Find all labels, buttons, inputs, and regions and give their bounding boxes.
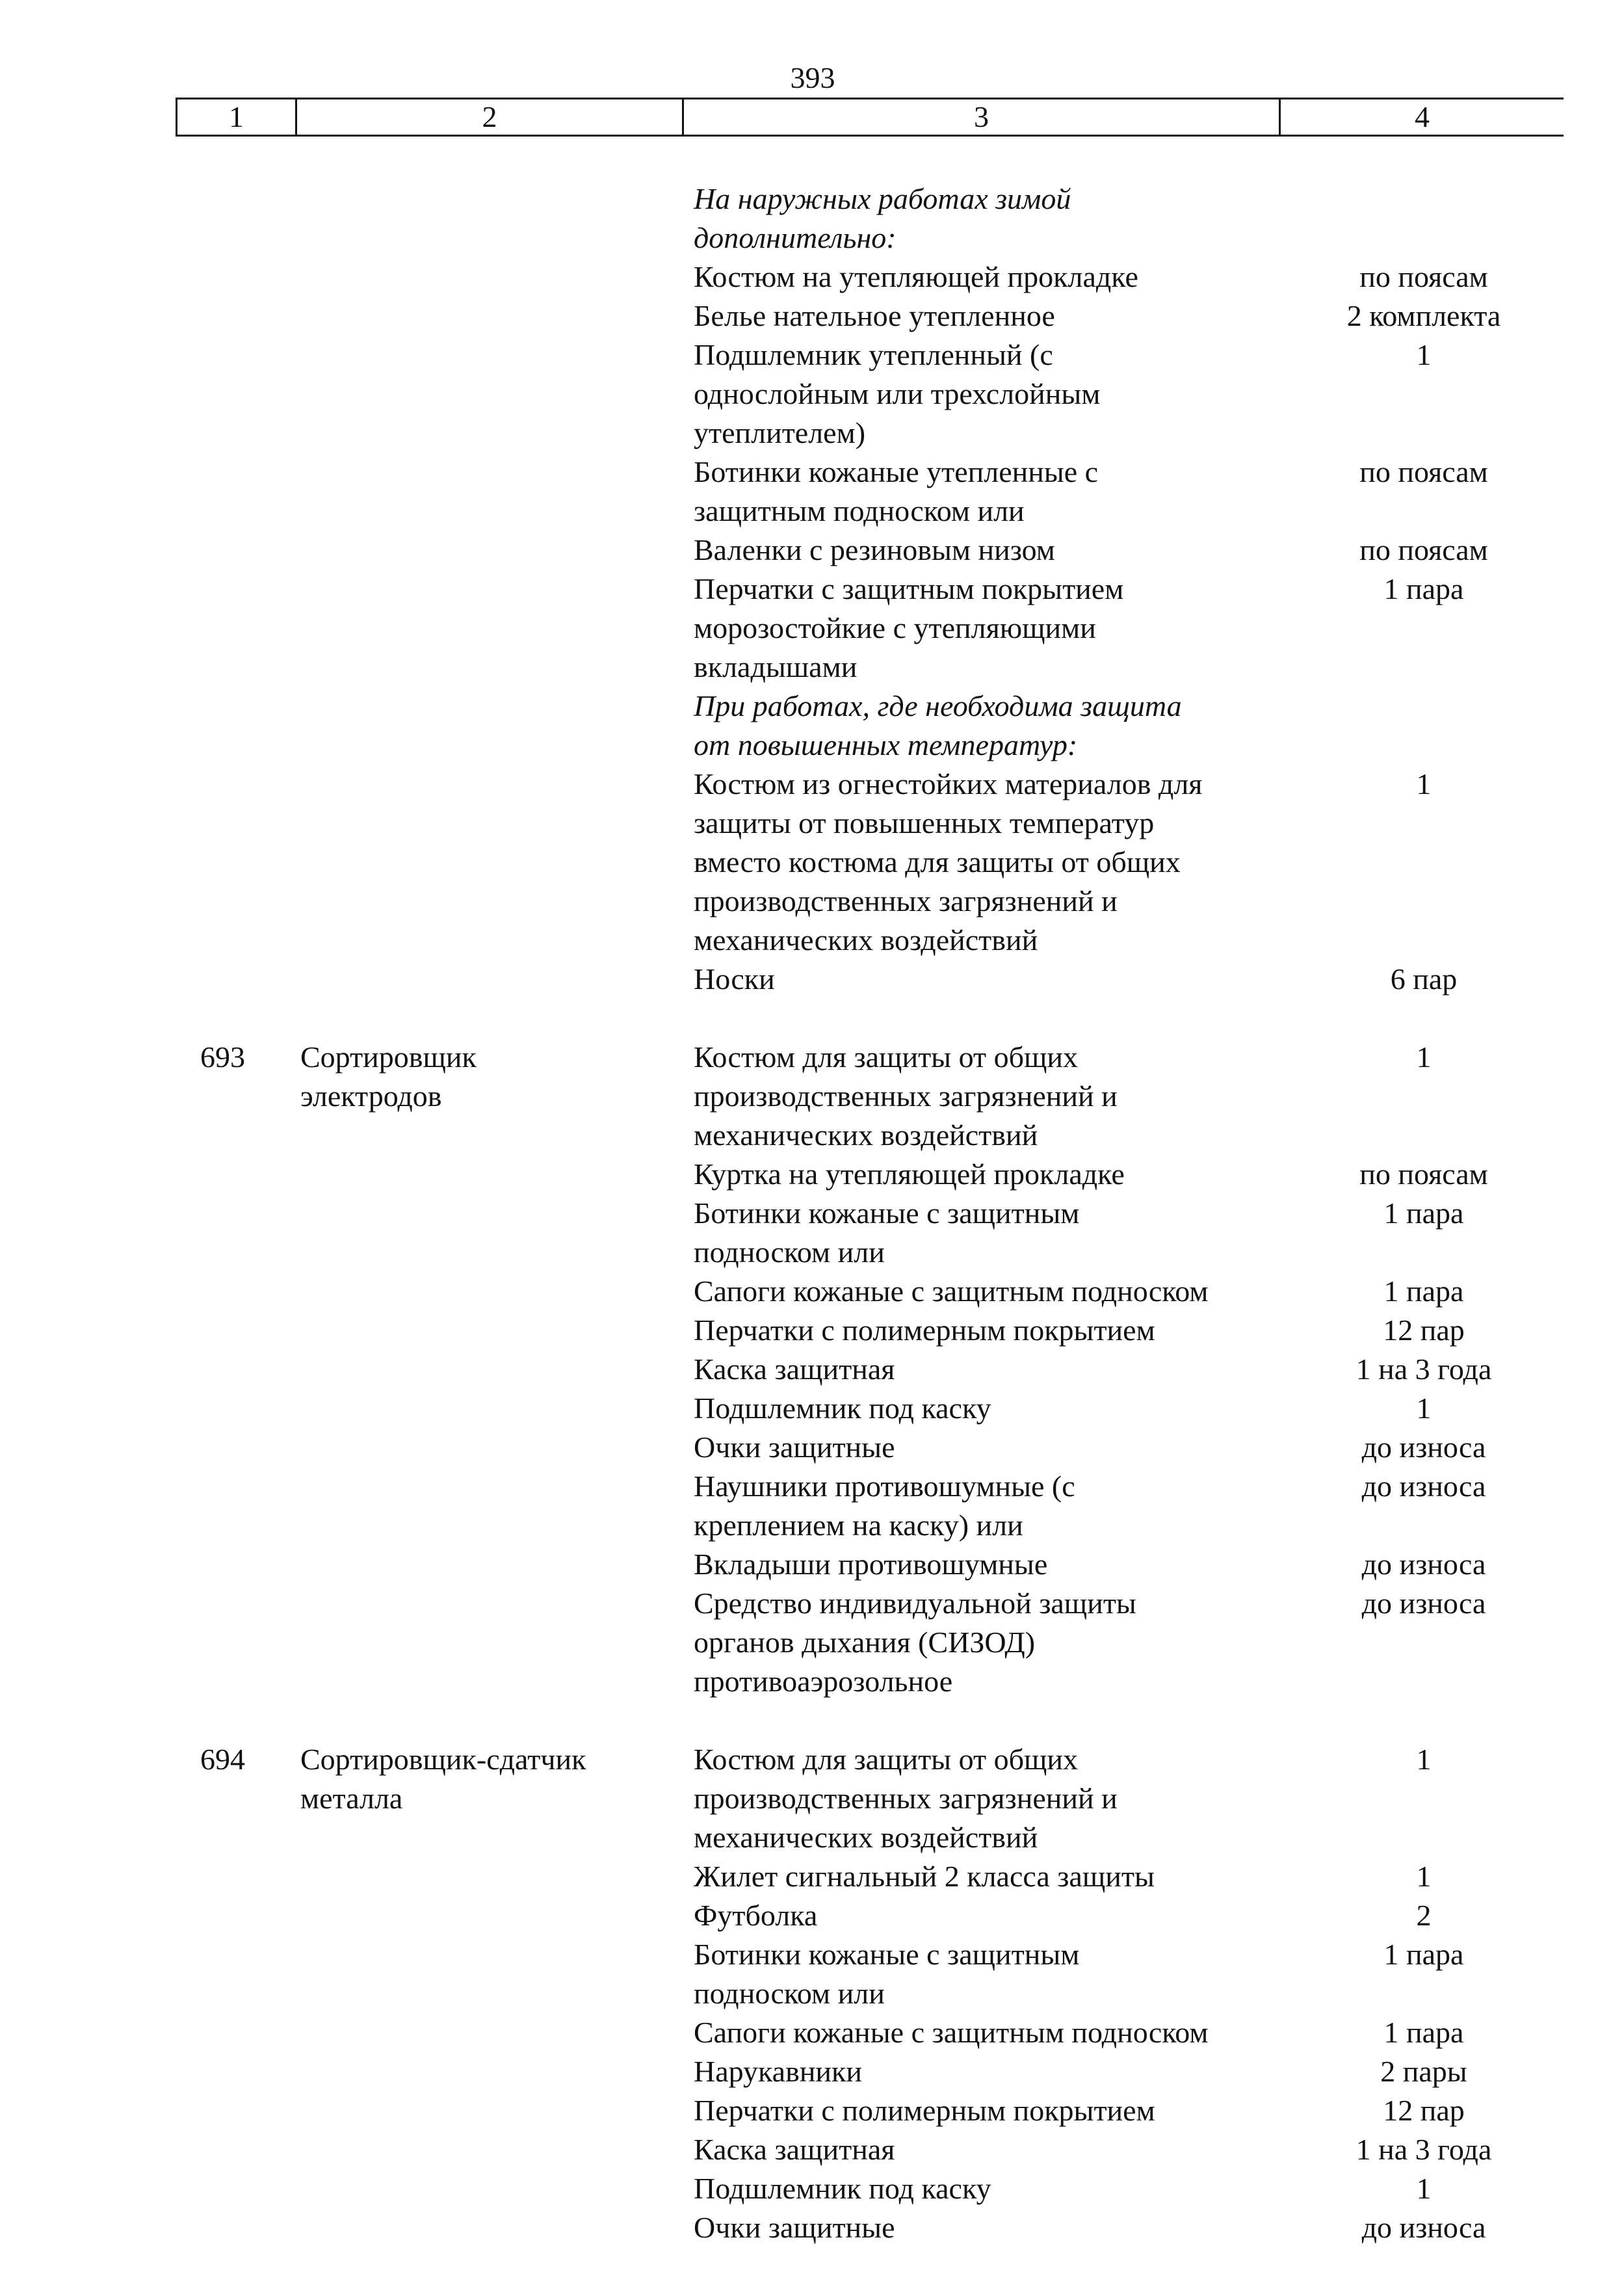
profession-name: электродов: [300, 1079, 442, 1113]
item-line: Очки защитные: [694, 2211, 895, 2244]
entry-number: 694: [200, 1743, 245, 1776]
item-norm: 1: [1416, 1743, 1432, 1776]
header-col-4: 4: [1415, 100, 1430, 133]
item-line: механических воздействий: [694, 1821, 1038, 1854]
item-norm: 1 пара: [1383, 1196, 1464, 1230]
item-norm: по поясам: [1359, 455, 1488, 488]
item-line: вместо костюма для защиты от общих: [694, 845, 1181, 878]
item-norm: 1 пара: [1383, 2016, 1464, 2049]
item-line: Подшлемник под каску: [694, 2172, 991, 2205]
item-line: подноском или: [694, 1977, 885, 2010]
profession-name: Сортировщик-сдатчик: [300, 1743, 586, 1776]
item-line: защитным подноском или: [694, 494, 1025, 527]
page-number: 393: [790, 61, 835, 94]
item-line: Ботинки кожаные с защитным: [694, 1938, 1080, 1971]
item-norm: 6 пар: [1390, 962, 1458, 996]
item-norm: 12 пар: [1383, 1313, 1465, 1347]
item-line: морозостойкие с утепляющими: [694, 611, 1096, 644]
item-norm: до износа: [1361, 2211, 1486, 2244]
item-norm: 1 на 3 года: [1356, 1353, 1492, 1386]
item-line: Средство индивидуальной защиты: [694, 1587, 1136, 1620]
item-norm: по поясам: [1359, 1157, 1488, 1191]
item-line: Сапоги кожаные с защитным подноском: [694, 2016, 1209, 2049]
item-line: механических воздействий: [694, 923, 1038, 957]
item-norm: до износа: [1361, 1470, 1486, 1503]
header-col-1: 1: [177, 99, 297, 135]
item-line: Подшлемник утепленный (с: [694, 338, 1053, 371]
section-heading: от повышенных температур:: [694, 728, 1078, 761]
item-line: производственных загрязнений и: [694, 1079, 1118, 1113]
item-line: Костюм для защиты от общих: [694, 1040, 1079, 1074]
item-norm: 12 пар: [1383, 2094, 1465, 2127]
item-line: Каска защитная: [694, 2133, 895, 2166]
item-line: Куртка на утепляющей прокладке: [694, 1157, 1125, 1191]
item-line: Ботинки кожаные с защитным: [694, 1196, 1080, 1230]
item-line: Костюм для защиты от общих: [694, 1743, 1079, 1776]
item-norm: 1: [1416, 2172, 1432, 2205]
section-heading: дополнительно:: [694, 221, 897, 254]
item-norm: 1: [1416, 1392, 1432, 1425]
header-col-2: 2: [297, 99, 684, 135]
item-line: креплением на каску) или: [694, 1509, 1023, 1542]
item-line: Футболка: [694, 1899, 818, 1932]
item-line: Валенки с резиновым низом: [694, 533, 1055, 566]
item-line: подноском или: [694, 1235, 885, 1269]
item-line: органов дыхания (СИЗОД): [694, 1626, 1036, 1659]
item-norm: 1: [1416, 767, 1432, 800]
item-norm: до износа: [1361, 1587, 1486, 1620]
item-norm: 1: [1416, 1040, 1432, 1074]
section-heading: На наружных работах зимой: [694, 182, 1071, 215]
item-norm: до износа: [1361, 1548, 1486, 1581]
item-norm: 1: [1416, 1860, 1432, 1893]
item-line: противоаэрозольное: [694, 1665, 953, 1698]
item-line: Ботинки кожаные утепленные с: [694, 455, 1099, 488]
item-line: производственных загрязнений и: [694, 884, 1118, 917]
item-line: производственных загрязнений и: [694, 1782, 1118, 1815]
header-col-3: 3: [684, 99, 1281, 135]
item-norm: 2 пары: [1380, 2055, 1467, 2088]
table-header: [176, 98, 1564, 137]
item-line: Перчатки с защитным покрытием: [694, 572, 1124, 605]
item-line: Наушники противошумные (с: [694, 1470, 1075, 1503]
item-line: утеплителем): [694, 416, 866, 449]
item-norm: 1: [1416, 338, 1432, 371]
item-norm: по поясам: [1359, 260, 1488, 293]
item-line: Вкладыши противошумные: [694, 1548, 1048, 1581]
item-norm: до износа: [1361, 1431, 1486, 1464]
item-line: Нарукавники: [694, 2055, 863, 2088]
item-norm: 1 пара: [1383, 572, 1464, 605]
item-norm: 1 пара: [1383, 1274, 1464, 1308]
profession-name: металла: [300, 1782, 403, 1815]
item-line: Перчатки с полимерным покрытием: [694, 1313, 1155, 1347]
item-line: Перчатки с полимерным покрытием: [694, 2094, 1155, 2127]
item-line: Каска защитная: [694, 1353, 895, 1386]
item-norm: 2 комплекта: [1346, 299, 1501, 332]
item-line: защиты от повышенных температур: [694, 806, 1155, 839]
item-line: механических воздействий: [694, 1118, 1038, 1152]
item-norm: 2: [1416, 1899, 1432, 1932]
item-line: вкладышами: [694, 650, 858, 683]
item-line: Подшлемник под каску: [694, 1392, 991, 1425]
item-line: Носки: [694, 962, 775, 996]
item-line: Сапоги кожаные с защитным подноском: [694, 1274, 1209, 1308]
item-line: Белье нательное утепленное: [694, 299, 1055, 332]
item-norm: 1 пара: [1383, 1938, 1464, 1971]
item-line: Жилет сигнальный 2 класса защиты: [694, 1860, 1155, 1893]
entry-number: 693: [200, 1040, 245, 1074]
item-norm: 1 на 3 года: [1356, 2133, 1492, 2166]
item-norm: по поясам: [1359, 533, 1488, 566]
item-line: Очки защитные: [694, 1431, 895, 1464]
item-line: Костюм из огнестойких материалов для: [694, 767, 1203, 800]
item-line: Костюм на утепляющей прокладке: [694, 260, 1138, 293]
profession-name: Сортировщик: [300, 1040, 477, 1074]
item-line: однослойным или трехслойным: [694, 377, 1101, 410]
section-heading: При работах, где необходима защита: [694, 689, 1182, 722]
